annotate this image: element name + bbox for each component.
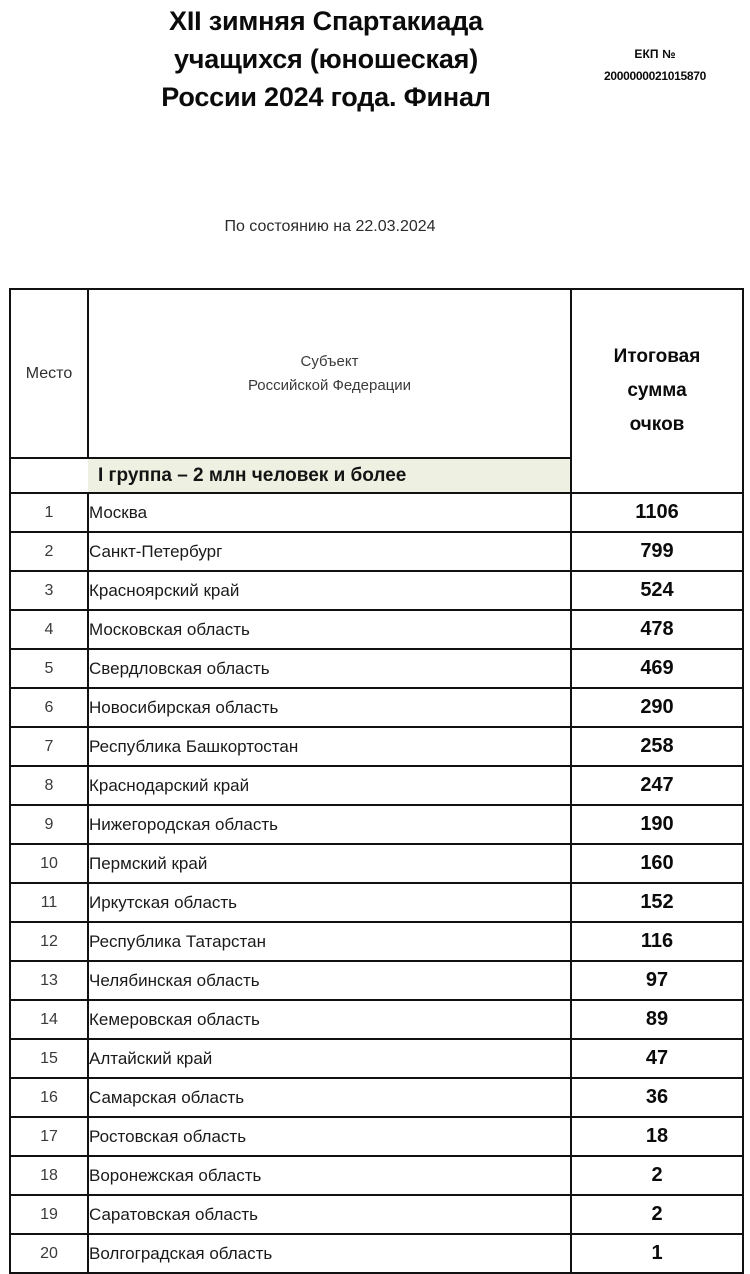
table-row (10, 1156, 743, 1195)
table-header-row (10, 289, 743, 458)
cell-subject: Республика Татарстан (88, 922, 571, 961)
table-row (10, 1195, 743, 1234)
cell-place: 16 (10, 1078, 88, 1117)
cell-place: 14 (10, 1000, 88, 1039)
cell-total-points: 47 (571, 1039, 743, 1078)
table-row (10, 1000, 743, 1039)
table-row (10, 961, 743, 1000)
table-row (10, 1117, 743, 1156)
cell-subject: Саратовская область (88, 1195, 571, 1234)
cell-subject: Московская область (88, 610, 571, 649)
table-row (10, 532, 743, 571)
cell-place: 9 (10, 805, 88, 844)
cell-place: 1 (10, 493, 88, 532)
cell-subject: Пермский край (88, 844, 571, 883)
cell-place: 18 (10, 1156, 88, 1195)
table-row (10, 1234, 743, 1273)
cell-place: 8 (10, 766, 88, 805)
standings-table-wrapper (9, 288, 742, 1274)
cell-subject: Свердловская область (88, 649, 571, 688)
cell-subject: Республика Башкортостан (88, 727, 571, 766)
cell-place: 17 (10, 1117, 88, 1156)
group-band-label: I группа – 2 млн человек и более (88, 458, 571, 493)
table-row (10, 571, 743, 610)
ekp-registry-number (565, 43, 745, 87)
table-row (10, 883, 743, 922)
ekp-label: ЕКП № (634, 47, 676, 61)
column-header-points-line-2: сумма (627, 380, 687, 401)
cell-subject: Волгоградская область (88, 1234, 571, 1273)
cell-total-points: 290 (571, 688, 743, 727)
group-band-spacer (10, 458, 88, 493)
table-row (10, 805, 743, 844)
column-header-points-line-3: очков (629, 414, 685, 435)
cell-total-points: 799 (571, 532, 743, 571)
table-row (10, 649, 743, 688)
cell-place: 13 (10, 961, 88, 1000)
table-row (10, 922, 743, 961)
column-header-total-points (571, 289, 743, 493)
column-header-points-line-1: Итоговая (613, 346, 701, 367)
cell-subject: Краснодарский край (88, 766, 571, 805)
cell-total-points: 190 (571, 805, 743, 844)
table-row (10, 844, 743, 883)
table-row (10, 493, 743, 532)
cell-total-points: 152 (571, 883, 743, 922)
page-title-line-3: России 2024 года. Финал (161, 82, 491, 112)
cell-subject: Санкт-Петербург (88, 532, 571, 571)
cell-total-points: 116 (571, 922, 743, 961)
page-title (78, 2, 574, 116)
cell-subject: Иркутская область (88, 883, 571, 922)
cell-total-points: 524 (571, 571, 743, 610)
as-of-date: По состоянию на 22.03.2024 (224, 218, 436, 235)
ekp-value: 2000000021015870 (604, 69, 706, 83)
cell-total-points: 160 (571, 844, 743, 883)
cell-place: 2 (10, 532, 88, 571)
cell-total-points: 478 (571, 610, 743, 649)
column-header-subject-line-2: Российской Федерации (247, 376, 412, 394)
cell-subject: Нижегородская область (88, 805, 571, 844)
cell-subject: Самарская область (88, 1078, 571, 1117)
cell-subject: Новосибирская область (88, 688, 571, 727)
cell-total-points: 36 (571, 1078, 743, 1117)
cell-place: 20 (10, 1234, 88, 1273)
cell-place: 5 (10, 649, 88, 688)
page-title-line-2: учащихся (юношеская) (173, 44, 478, 74)
document-header (0, 0, 750, 235)
table-row (10, 1078, 743, 1117)
cell-subject: Москва (88, 493, 571, 532)
cell-subject: Кемеровская область (88, 1000, 571, 1039)
cell-total-points: 18 (571, 1117, 743, 1156)
cell-place: 7 (10, 727, 88, 766)
cell-subject: Красноярский край (88, 571, 571, 610)
cell-place: 19 (10, 1195, 88, 1234)
cell-subject: Ростовская область (88, 1117, 571, 1156)
cell-place: 3 (10, 571, 88, 610)
page-title-line-1: XII зимняя Спартакиада (169, 6, 483, 36)
cell-place: 12 (10, 922, 88, 961)
table-row (10, 688, 743, 727)
cell-total-points: 469 (571, 649, 743, 688)
column-header-subject (88, 289, 571, 458)
column-header-subject-line-1: Субъект (300, 352, 359, 370)
cell-total-points: 2 (571, 1195, 743, 1234)
table-body (10, 493, 743, 1273)
cell-subject: Челябинская область (88, 961, 571, 1000)
table-row (10, 766, 743, 805)
table-row (10, 610, 743, 649)
cell-total-points: 1106 (571, 493, 743, 532)
table-row (10, 727, 743, 766)
cell-total-points: 2 (571, 1156, 743, 1195)
cell-place: 10 (10, 844, 88, 883)
table-header (10, 289, 743, 493)
cell-subject: Алтайский край (88, 1039, 571, 1078)
cell-total-points: 97 (571, 961, 743, 1000)
standings-table (9, 288, 744, 1274)
cell-total-points: 247 (571, 766, 743, 805)
cell-place: 15 (10, 1039, 88, 1078)
cell-total-points: 89 (571, 1000, 743, 1039)
cell-total-points: 1 (571, 1234, 743, 1273)
cell-place: 6 (10, 688, 88, 727)
table-row (10, 1039, 743, 1078)
cell-subject: Воронежская область (88, 1156, 571, 1195)
cell-place: 4 (10, 610, 88, 649)
cell-place: 11 (10, 883, 88, 922)
cell-total-points: 258 (571, 727, 743, 766)
column-header-place: Место (10, 289, 88, 458)
